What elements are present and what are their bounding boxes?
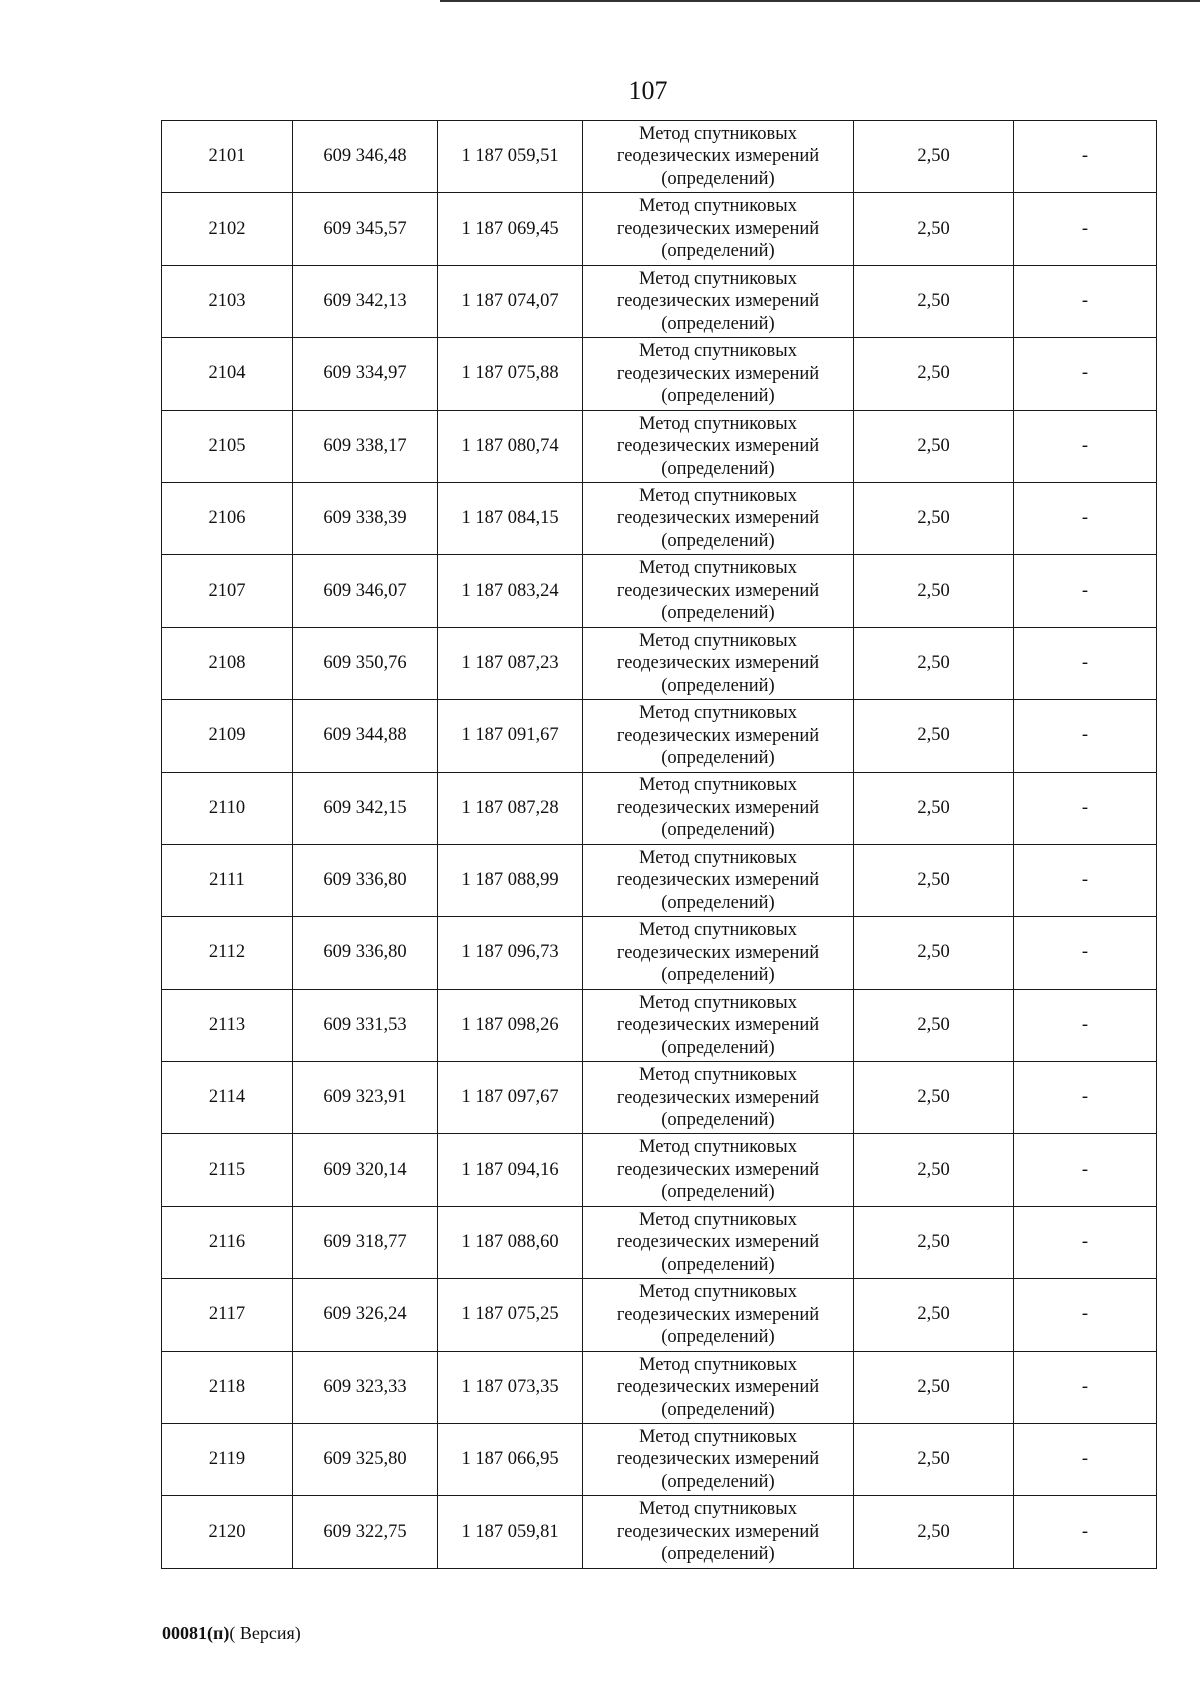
point-number-cell: 2119 (162, 1424, 293, 1496)
x-coordinate-cell: 609 346,07 (293, 555, 438, 627)
method-line-2: геодезических измерений (616, 146, 820, 167)
x-coordinate-cell: 609 323,91 (293, 1062, 438, 1134)
method-line-3: (определений) (661, 241, 775, 262)
method-line-1: Метод спутниковых (639, 1426, 797, 1447)
method-cell (583, 1134, 854, 1206)
note-cell: - (1014, 555, 1157, 627)
accuracy-cell: 2,50 (854, 193, 1014, 265)
method-line-3: (определений) (661, 530, 775, 551)
note-cell: - (1014, 265, 1157, 337)
method-cell (583, 410, 854, 482)
point-number-cell: 2110 (162, 772, 293, 844)
x-coordinate-cell: 609 326,24 (293, 1279, 438, 1351)
method-line-3: (определений) (661, 1327, 775, 1348)
point-number-cell: 2102 (162, 193, 293, 265)
x-coordinate-cell: 609 323,33 (293, 1351, 438, 1423)
accuracy-cell: 2,50 (854, 1134, 1014, 1206)
method-line-1: Метод спутниковых (639, 1354, 797, 1375)
y-coordinate-cell: 1 187 096,73 (438, 917, 583, 989)
point-number-cell: 2106 (162, 482, 293, 554)
x-coordinate-cell: 609 334,97 (293, 338, 438, 410)
coordinates-table (161, 120, 1157, 1569)
method-cell (583, 844, 854, 916)
y-coordinate-cell: 1 187 097,67 (438, 1062, 583, 1134)
method-cell (583, 700, 854, 772)
accuracy-cell: 2,50 (854, 410, 1014, 482)
method-line-3: (определений) (661, 1471, 775, 1492)
y-coordinate-cell: 1 187 073,35 (438, 1351, 583, 1423)
y-coordinate-cell: 1 187 074,07 (438, 265, 583, 337)
table-row (162, 555, 1157, 627)
method-line-2: геодезических измерений (616, 363, 820, 384)
x-coordinate-cell: 609 322,75 (293, 1496, 438, 1568)
table-row (162, 917, 1157, 989)
method-line-2: геодезических измерений (616, 797, 820, 818)
table-row (162, 193, 1157, 265)
accuracy-cell: 2,50 (854, 1496, 1014, 1568)
accuracy-cell: 2,50 (854, 121, 1014, 193)
accuracy-cell: 2,50 (854, 627, 1014, 699)
table-row (162, 1206, 1157, 1278)
method-line-2: геодезических измерений (616, 1304, 820, 1325)
table-row (162, 1062, 1157, 1134)
table-row (162, 1496, 1157, 1568)
method-line-2: геодезических измерений (616, 1521, 820, 1542)
method-line-2: геодезических измерений (616, 725, 820, 746)
note-cell: - (1014, 1062, 1157, 1134)
method-line-1: Метод спутниковых (639, 630, 797, 651)
x-coordinate-cell: 609 345,57 (293, 193, 438, 265)
y-coordinate-cell: 1 187 087,23 (438, 627, 583, 699)
accuracy-cell: 2,50 (854, 700, 1014, 772)
y-coordinate-cell: 1 187 066,95 (438, 1424, 583, 1496)
table-row (162, 482, 1157, 554)
x-coordinate-cell: 609 342,15 (293, 772, 438, 844)
accuracy-cell: 2,50 (854, 917, 1014, 989)
method-line-1: Метод спутниковых (639, 196, 797, 217)
method-cell (583, 555, 854, 627)
method-line-2: геодезических измерений (616, 1087, 820, 1108)
x-coordinate-cell: 609 336,80 (293, 917, 438, 989)
method-line-3: (определений) (661, 1182, 775, 1203)
method-cell (583, 1062, 854, 1134)
coordinates-table-body (162, 121, 1157, 1569)
method-cell (583, 1206, 854, 1278)
method-line-3: (определений) (661, 1399, 775, 1420)
point-number-cell: 2111 (162, 844, 293, 916)
x-coordinate-cell: 609 342,13 (293, 265, 438, 337)
method-cell (583, 1424, 854, 1496)
note-cell: - (1014, 338, 1157, 410)
method-line-1: Метод спутниковых (639, 1499, 797, 1520)
y-coordinate-cell: 1 187 088,60 (438, 1206, 583, 1278)
method-line-3: (определений) (661, 458, 775, 479)
method-cell (583, 1496, 854, 1568)
y-coordinate-cell: 1 187 088,99 (438, 844, 583, 916)
table-row (162, 121, 1157, 193)
method-line-1: Метод спутниковых (639, 920, 797, 941)
method-line-1: Метод спутниковых (639, 485, 797, 506)
method-line-1: Метод спутниковых (639, 558, 797, 579)
x-coordinate-cell: 609 336,80 (293, 844, 438, 916)
accuracy-cell: 2,50 (854, 265, 1014, 337)
y-coordinate-cell: 1 187 059,81 (438, 1496, 583, 1568)
method-cell (583, 121, 854, 193)
accuracy-cell: 2,50 (854, 844, 1014, 916)
accuracy-cell: 2,50 (854, 1062, 1014, 1134)
y-coordinate-cell: 1 187 075,88 (438, 338, 583, 410)
method-line-2: геодезических измерений (616, 1377, 820, 1398)
method-line-3: (определений) (661, 1254, 775, 1275)
method-cell (583, 1351, 854, 1423)
method-line-2: геодезических измерений (616, 942, 820, 963)
note-cell: - (1014, 1351, 1157, 1423)
method-line-1: Метод спутниковых (639, 268, 797, 289)
point-number-cell: 2101 (162, 121, 293, 193)
page-number: 107 (628, 76, 668, 105)
method-cell (583, 989, 854, 1061)
y-coordinate-cell: 1 187 069,45 (438, 193, 583, 265)
note-cell: - (1014, 121, 1157, 193)
table-row (162, 410, 1157, 482)
method-line-3: (определений) (661, 603, 775, 624)
method-cell (583, 772, 854, 844)
top-rule (440, 0, 1200, 2)
table-row (162, 1351, 1157, 1423)
method-line-3: (определений) (661, 386, 775, 407)
point-number-cell: 2120 (162, 1496, 293, 1568)
method-cell (583, 265, 854, 337)
method-cell (583, 1279, 854, 1351)
point-number-cell: 2113 (162, 989, 293, 1061)
x-coordinate-cell: 609 344,88 (293, 700, 438, 772)
y-coordinate-cell: 1 187 098,26 (438, 989, 583, 1061)
method-line-3: (определений) (661, 675, 775, 696)
method-cell (583, 917, 854, 989)
note-cell: - (1014, 700, 1157, 772)
method-line-1: Метод спутниковых (639, 413, 797, 434)
method-line-1: Метод спутниковых (639, 1065, 797, 1086)
x-coordinate-cell: 609 346,48 (293, 121, 438, 193)
method-line-2: геодезических измерений (616, 580, 820, 601)
note-cell: - (1014, 193, 1157, 265)
accuracy-cell: 2,50 (854, 1351, 1014, 1423)
method-cell (583, 193, 854, 265)
point-number-cell: 2104 (162, 338, 293, 410)
method-line-3: (определений) (661, 965, 775, 986)
method-line-3: (определений) (661, 892, 775, 913)
point-number-cell: 2108 (162, 627, 293, 699)
method-line-1: Метод спутниковых (639, 775, 797, 796)
table-row (162, 1424, 1157, 1496)
point-number-cell: 2105 (162, 410, 293, 482)
accuracy-cell: 2,50 (854, 1424, 1014, 1496)
method-line-2: геодезических измерений (616, 291, 820, 312)
accuracy-cell: 2,50 (854, 338, 1014, 410)
x-coordinate-cell: 609 338,39 (293, 482, 438, 554)
y-coordinate-cell: 1 187 091,67 (438, 700, 583, 772)
method-line-2: геодезических измерений (616, 653, 820, 674)
point-number-cell: 2118 (162, 1351, 293, 1423)
method-line-3: (определений) (661, 168, 775, 189)
method-line-1: Метод спутниковых (639, 123, 797, 144)
point-number-cell: 2115 (162, 1134, 293, 1206)
accuracy-cell: 2,50 (854, 1206, 1014, 1278)
note-cell: - (1014, 627, 1157, 699)
note-cell: - (1014, 482, 1157, 554)
method-line-3: (определений) (661, 313, 775, 334)
method-line-3: (определений) (661, 1037, 775, 1058)
table-row (162, 627, 1157, 699)
x-coordinate-cell: 609 350,76 (293, 627, 438, 699)
method-line-2: геодезических измерений (616, 1232, 820, 1253)
accuracy-cell: 2,50 (854, 772, 1014, 844)
table-row (162, 989, 1157, 1061)
note-cell: - (1014, 1134, 1157, 1206)
method-line-3: (определений) (661, 1110, 775, 1131)
method-line-2: геодезических измерений (616, 218, 820, 239)
note-cell: - (1014, 917, 1157, 989)
x-coordinate-cell: 609 318,77 (293, 1206, 438, 1278)
x-coordinate-cell: 609 338,17 (293, 410, 438, 482)
method-line-1: Метод спутниковых (639, 703, 797, 724)
method-cell (583, 627, 854, 699)
table-row (162, 700, 1157, 772)
table-row (162, 772, 1157, 844)
x-coordinate-cell: 609 325,80 (293, 1424, 438, 1496)
point-number-cell: 2114 (162, 1062, 293, 1134)
table-row (162, 338, 1157, 410)
note-cell: - (1014, 1496, 1157, 1568)
method-cell (583, 482, 854, 554)
method-line-3: (определений) (661, 1544, 775, 1565)
method-line-1: Метод спутниковых (639, 1209, 797, 1230)
method-line-2: геодезических измерений (616, 870, 820, 891)
method-line-1: Метод спутниковых (639, 992, 797, 1013)
point-number-cell: 2109 (162, 700, 293, 772)
point-number-cell: 2103 (162, 265, 293, 337)
accuracy-cell: 2,50 (854, 555, 1014, 627)
x-coordinate-cell: 609 331,53 (293, 989, 438, 1061)
note-cell: - (1014, 1424, 1157, 1496)
y-coordinate-cell: 1 187 075,25 (438, 1279, 583, 1351)
document-footer (162, 1623, 301, 1644)
method-line-2: геодезических измерений (616, 1449, 820, 1470)
table-row (162, 844, 1157, 916)
method-line-2: геодезических измерений (616, 508, 820, 529)
method-line-2: геодезических измерений (616, 436, 820, 456)
note-cell: - (1014, 410, 1157, 482)
accuracy-cell: 2,50 (854, 482, 1014, 554)
point-number-cell: 2107 (162, 555, 293, 627)
method-cell (583, 338, 854, 410)
note-cell: - (1014, 1279, 1157, 1351)
document-code: 00081(п) (162, 1623, 230, 1643)
method-line-2: геодезических измерений (616, 1015, 820, 1036)
y-coordinate-cell: 1 187 083,24 (438, 555, 583, 627)
method-line-1: Метод спутниковых (639, 847, 797, 868)
y-coordinate-cell: 1 187 080,74 (438, 410, 583, 482)
method-line-2: геодезических измерений (616, 1159, 820, 1180)
x-coordinate-cell: 609 320,14 (293, 1134, 438, 1206)
method-line-1: Метод спутниковых (639, 1282, 797, 1303)
point-number-cell: 2117 (162, 1279, 293, 1351)
note-cell: - (1014, 844, 1157, 916)
accuracy-cell: 2,50 (854, 989, 1014, 1061)
method-line-1: Метод спутниковых (639, 341, 797, 362)
method-line-3: (определений) (661, 820, 775, 841)
point-number-cell: 2116 (162, 1206, 293, 1278)
y-coordinate-cell: 1 187 084,15 (438, 482, 583, 554)
y-coordinate-cell: 1 187 059,51 (438, 121, 583, 193)
document-version: ( Версия) (229, 1623, 301, 1643)
note-cell: - (1014, 772, 1157, 844)
point-number-cell: 2112 (162, 917, 293, 989)
table-row (162, 265, 1157, 337)
note-cell: - (1014, 989, 1157, 1061)
table-row (162, 1134, 1157, 1206)
table-row (162, 1279, 1157, 1351)
note-cell: - (1014, 1206, 1157, 1278)
y-coordinate-cell: 1 187 087,28 (438, 772, 583, 844)
y-coordinate-cell: 1 187 094,16 (438, 1134, 583, 1206)
accuracy-cell: 2,50 (854, 1279, 1014, 1351)
method-line-3: (определений) (661, 748, 775, 769)
method-line-1: Метод спутниковых (639, 1137, 797, 1158)
